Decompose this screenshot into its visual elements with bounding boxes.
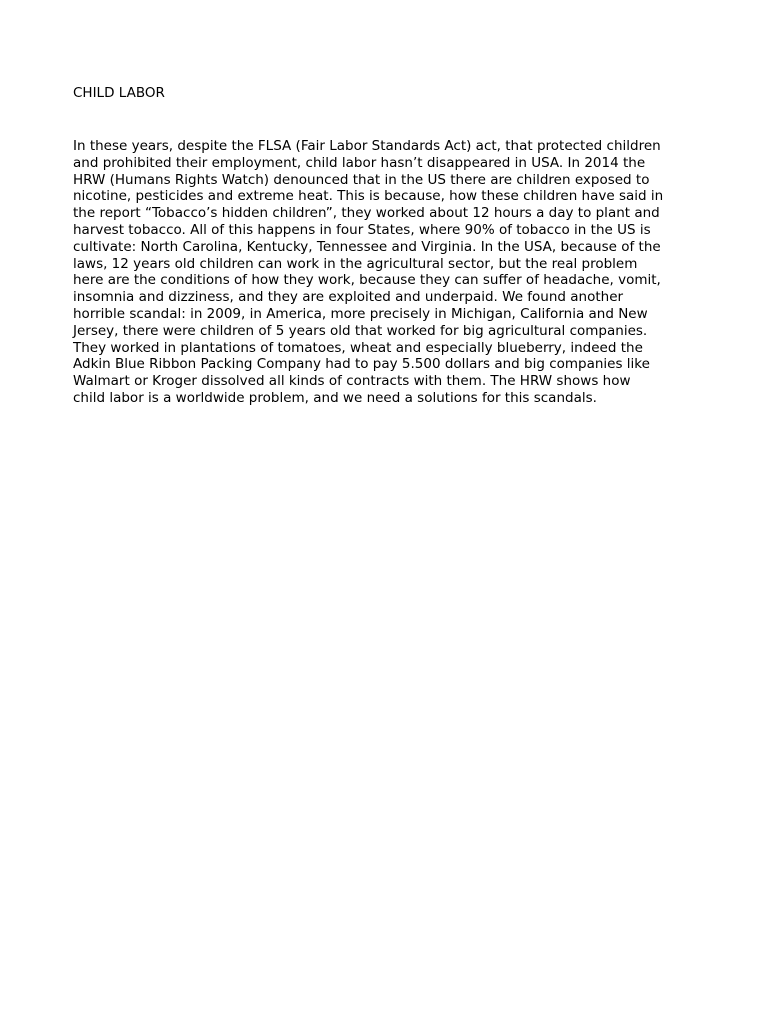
paragraph-line: insomnia and dizziness, and they are exploited and underpaid. We found another: [73, 289, 624, 306]
paragraph-line: harvest tobacco. All of this happens in four States, where 90% of tobacco in the US is: [73, 221, 651, 238]
paragraph-line: Jersey, there were children of 5 years old that worked for big agricultural companies.: [73, 322, 648, 339]
paragraph-line: laws, 12 years old children can work in the agricultural sector, but the real problem: [73, 255, 638, 272]
paragraph-line: nicotine, pesticides and extreme heat. This is because, how these children have said in: [73, 188, 664, 205]
paragraph-line: the report “Tobacco’s hidden children”, they worked about 12 hours a day to plant and: [73, 205, 660, 222]
body-paragraph: [73, 138, 698, 407]
paragraph-line: HRW (Humans Rights Watch) denounced that in the US there are children exposed to: [73, 171, 650, 188]
paragraph-line: Adkin Blue Ribbon Packing Company had to pay 5.500 dollars and big companies like: [73, 356, 650, 373]
paragraph-line: cultivate: North Carolina, Kentucky, Tennessee and Virginia. In the USA, because of the: [73, 238, 661, 255]
paragraph-line: Walmart or Kroger dissolved all kinds of contracts with them. The HRW shows how: [73, 373, 631, 390]
paragraph-line: They worked in plantations of tomatoes, wheat and especially blueberry, indeed the: [73, 339, 643, 356]
paragraph-line: In these years, despite the FLSA (Fair Labor Standards Act) act, that protected children: [73, 138, 661, 154]
paragraph-line: here are the conditions of how they work, because they can suffer of headache, vomit,: [73, 272, 661, 289]
paragraph-line: and prohibited their employment, child labor hasn’t disappeared in USA. In 2014 the: [73, 154, 646, 171]
paragraph-line: horrible scandal: in 2009, in America, more precisely in Michigan, California and New: [73, 305, 648, 322]
paragraph-line: child labor is a worldwide problem, and we need a solutions for this scandals.: [73, 389, 597, 406]
document-title: CHILD LABOR: [73, 85, 165, 101]
